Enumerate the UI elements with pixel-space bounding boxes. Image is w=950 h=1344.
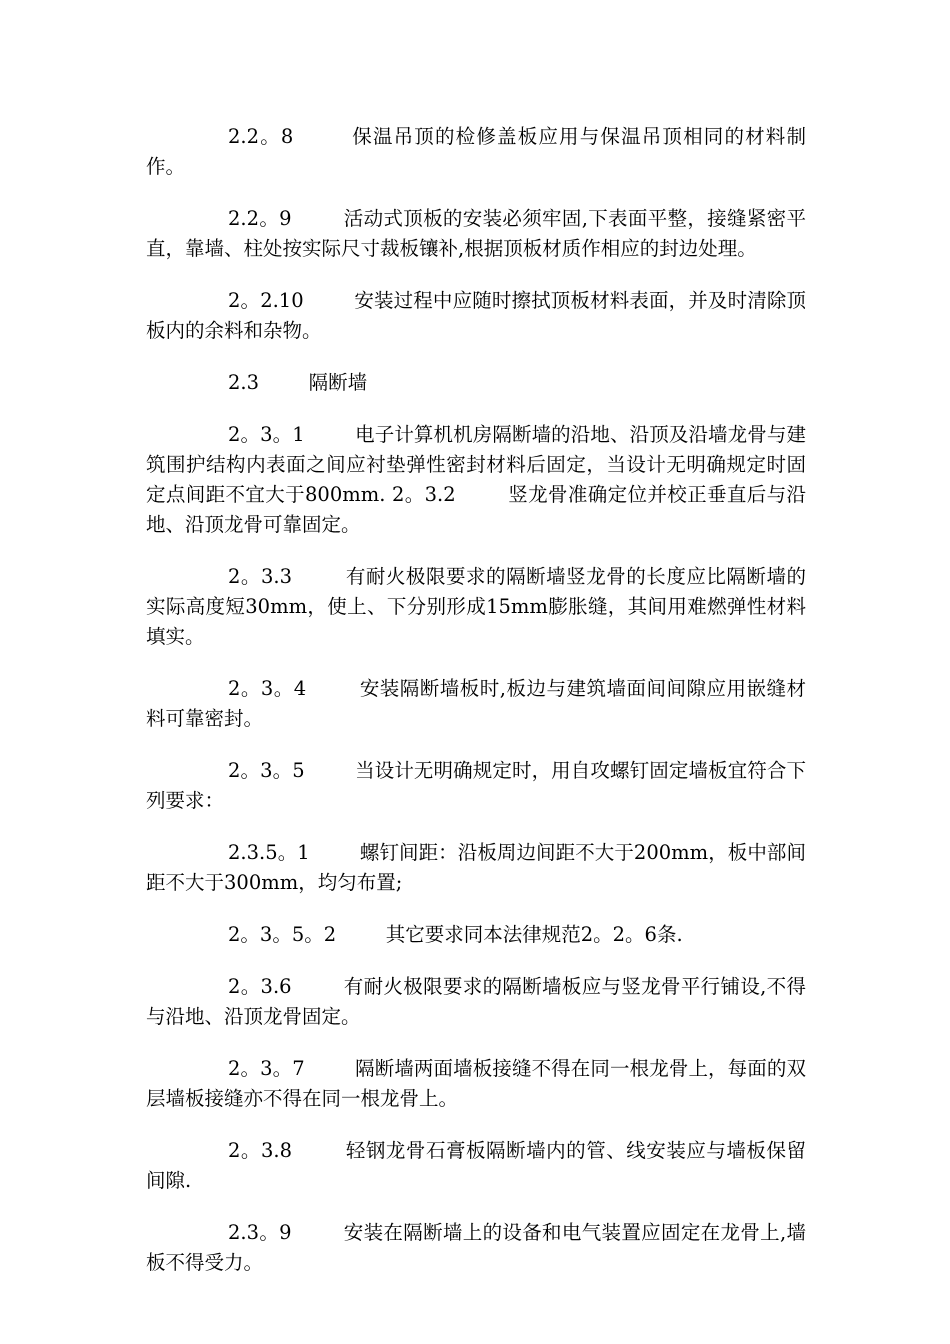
clause-number: 2.2。9 [228,207,292,230]
clause-text: 保温吊顶的检修盖板应用与保温吊顶相同的材料制作。 [146,125,806,178]
clause-number: 2。3.8 [228,1139,292,1162]
clause-text: 安装隔断墙板时,板边与建筑墙面间间隙应用嵌缝材料可靠密封。 [146,677,806,730]
clause-number: 2.2。8 [228,125,294,148]
clause-number: 2。3。1 [228,423,305,446]
section-number: 2.3 [228,371,260,394]
clause-number: 2.3.5。1 [228,841,310,864]
section-heading-2-3 [146,368,806,398]
paragraph-2-2-9 [146,204,806,264]
paragraph-2-3-5-1 [146,838,806,898]
clause-text: 安装在隔断墙上的设备和电气装置应固定在龙骨上,墙板不得受力。 [146,1221,806,1274]
paragraph-2-3-7 [146,1054,806,1114]
clause-text: 有耐火极限要求的隔断墙板应与竖龙骨平行铺设,不得与沿地、沿顶龙骨固定。 [146,975,806,1028]
clause-number: 2。2.10 [228,289,304,312]
clause-number: 2。3.6 [228,975,292,998]
document-body [146,122,806,1300]
clause-text: 轻钢龙骨石膏板隔断墙内的管、线安装应与墙板保留间隙. [146,1139,806,1192]
clause-number: 2。3。4 [228,677,307,700]
paragraph-2-3-5-2 [146,920,806,950]
paragraph-2-2-10 [146,286,806,346]
clause-number: 2。3。5。2 [228,923,337,946]
clause-text: 隔断墙两面墙板接缝不得在同一根龙骨上，每面的双层墙板接缝亦不得在同一根龙骨上。 [146,1057,806,1110]
clause-number: 2。3。7 [228,1057,305,1080]
section-title: 隔断墙 [308,371,368,394]
clause-number: 2。3。5 [228,759,305,782]
paragraph-2-3-9 [146,1218,806,1278]
clause-text: 其它要求同本法律规范2。2。6条. [385,923,683,946]
paragraph-2-3-8 [146,1136,806,1196]
clause-number: 2。3.3 [228,565,292,588]
paragraph-2-3-1 [146,420,806,540]
paragraph-2-2-8 [146,122,806,182]
clause-number: 2.3。9 [228,1221,292,1244]
clause-text: 活动式顶板的安装必须牢固,下表面平整，接缝紧密平直，靠墙、柱处按实际尺寸裁板镶补,根据顶板材质作相应的封边处理。 [146,207,806,260]
clause-text: 螺钉间距：沿板周边间距不大于200mm，板中部间距不大于300mm，均匀布置; [146,841,806,894]
paragraph-2-3-6 [146,972,806,1032]
clause-text: 安装过程中应随时擦拭顶板材料表面，并及时清除顶板内的余料和杂物。 [146,289,806,342]
paragraph-2-3-5 [146,756,806,816]
paragraph-2-3-3 [146,562,806,652]
clause-text: 有耐火极限要求的隔断墙竖龙骨的长度应比隔断墙的实际高度短30mm，使上、下分别形成15mm膨胀缝，其间用难燃弹性材料填实。 [146,565,806,648]
clause-text: 当设计无明确规定时，用自攻螺钉固定墙板宜符合下列要求： [146,759,806,812]
paragraph-2-3-4 [146,674,806,734]
clause-text: 电子计算机机房隔断墙的沿地、沿顶及沿墙龙骨与建筑围护结构内表面之间应衬垫弹性密封材料后固定，当设计无明确规定时固定点间距不宜大于800mm. 2。3.2 竖龙骨准确定位并校正垂直后与沿地、沿顶龙骨可靠固定。 [146,423,806,536]
